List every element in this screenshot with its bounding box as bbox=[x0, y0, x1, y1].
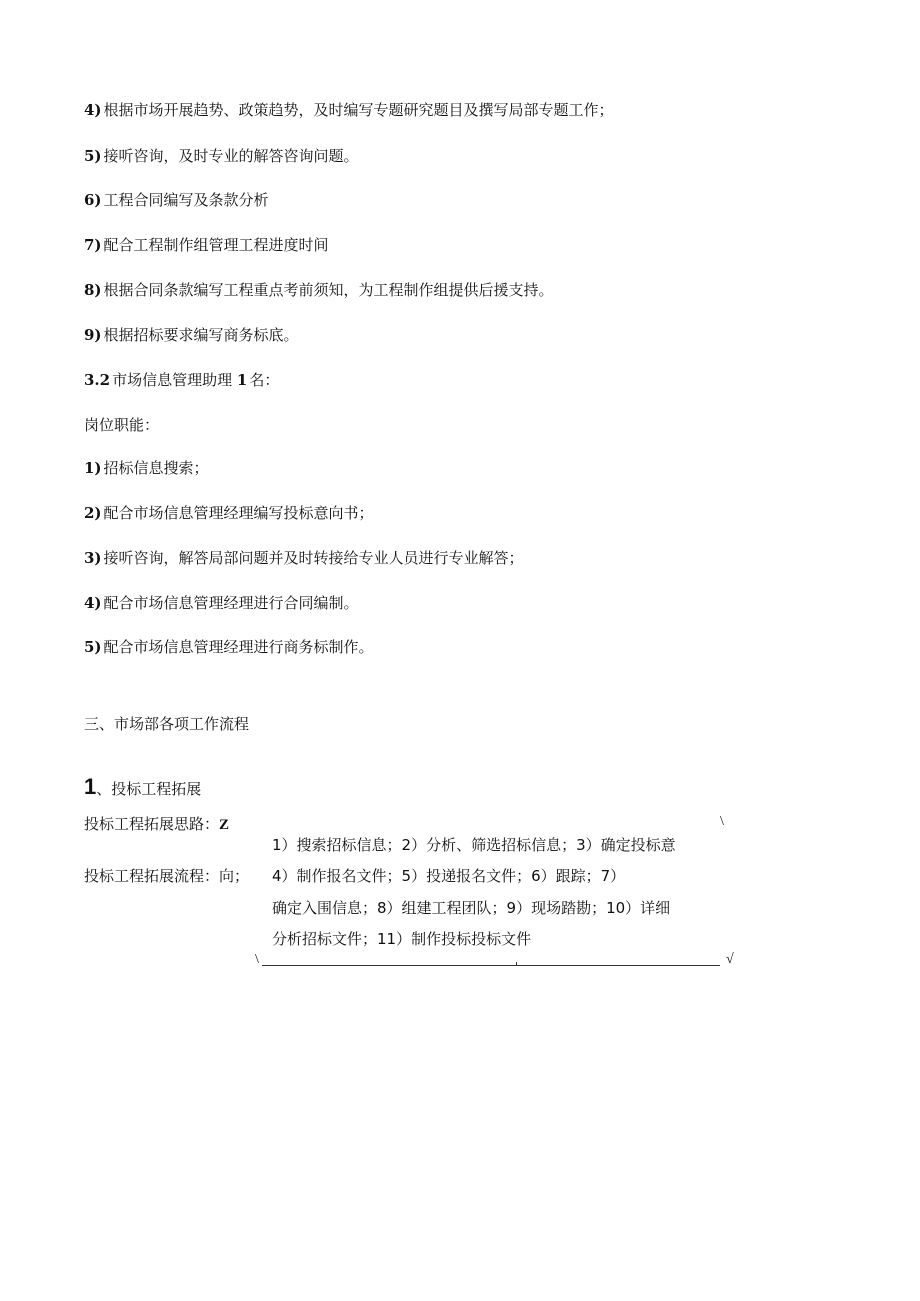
list-item: 5) 配合市场信息管理经理进行商务标制作。 bbox=[84, 638, 374, 656]
section-heading-3: 三、市场部各项工作流程 bbox=[84, 715, 250, 733]
flow-box-bottom-rule bbox=[262, 965, 720, 966]
list-item: 1) 招标信息搜索； bbox=[84, 459, 209, 477]
flow-label: 投标工程拓展流程：向； bbox=[84, 867, 250, 885]
flow-line-1: 1）搜索招标信息；2）分析、筛选招标信息；3）确定投标意 bbox=[272, 836, 676, 854]
list-item: 2) 配合市场信息管理经理编写投标意向书； bbox=[84, 504, 374, 522]
flow-box-rule-tick bbox=[516, 962, 517, 966]
list-item: 7) 配合工程制作组管理工程进度时间 bbox=[84, 236, 329, 254]
bracket-top-right: \ bbox=[720, 814, 724, 829]
flow-line-2: 4）制作报名文件；5）投递报名文件；6）跟踪；7） bbox=[272, 867, 626, 885]
list-item: 9) 根据招标要求编写商务标底。 bbox=[84, 326, 299, 344]
list-item: 3) 接听咨询，解答局部问题并及时转接给专业人员进行专业解答； bbox=[84, 549, 524, 567]
bracket-bottom-right: √ bbox=[726, 952, 734, 967]
thinking-label: 投标工程拓展思路：Z bbox=[84, 815, 230, 833]
duty-label: 岗位职能： bbox=[84, 416, 160, 434]
list-item: 4) 根据市场开展趋势、政策趋势，及时编写专题研究题目及撰写局部专题工作； bbox=[84, 101, 614, 119]
list-item: 8) 根据合同条款编写工程重点考前须知，为工程制作组提供后援支持。 bbox=[84, 281, 554, 299]
list-item: 6) 工程合同编写及条款分析 bbox=[84, 191, 269, 209]
section-heading-3-2: 3.2 市场信息管理助理 1 名： bbox=[84, 371, 280, 389]
flow-line-3: 确定入围信息；8）组建工程团队；9）现场踏勘；10）详细 bbox=[272, 899, 671, 917]
bracket-bottom-left: \ bbox=[255, 952, 259, 967]
list-item: 5) 接听咨询，及时专业的解答咨询问题。 bbox=[84, 147, 359, 165]
flow-line-4: 分析招标文件；11）制作投标投标文件 bbox=[272, 930, 532, 948]
list-item: 4) 配合市场信息管理经理进行合同编制。 bbox=[84, 594, 359, 612]
section-heading-1: 1、投标工程拓展 bbox=[84, 774, 202, 799]
